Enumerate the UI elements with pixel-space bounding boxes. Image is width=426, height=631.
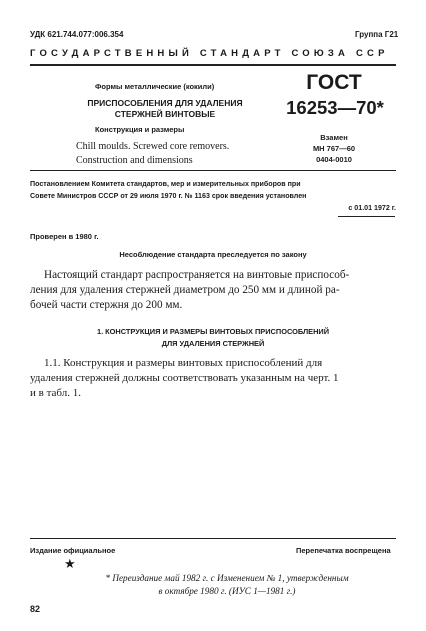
official-edition: Издание официальное xyxy=(30,546,116,555)
gost-label: ГОСТ xyxy=(306,71,362,94)
decree-text xyxy=(30,178,398,214)
star-mark: ★ xyxy=(64,556,76,571)
intro-line-3: бочей части стержня до 200 мм. xyxy=(30,299,183,311)
clause-line-3: и в табл. 1. xyxy=(30,387,81,399)
reprint-prohibited: Перепечатка воспрещена xyxy=(296,546,391,555)
law-note: Несоблюдение стандарта преследуется по закону xyxy=(119,250,307,259)
intro-line-2: ления для удаления стержней диаметром до 250 мм и длиной ра- xyxy=(30,284,340,296)
section-heading-line-1: 1. КОНСТРУКЦИЯ И РАЗМЕРЫ ВИНТОВЫХ ПРИСПОСОБЛЕНИЙ xyxy=(96,327,330,336)
decree-line-1: Постановлением Комитета стандартов, мер и измерительных приборов при xyxy=(30,180,301,188)
reissue-note-line-1: * Переиздание май 1982 г. с Изменением № 1, утвержденным xyxy=(105,573,349,583)
reissue-note xyxy=(62,572,392,598)
title-en xyxy=(76,140,229,168)
footer-rule xyxy=(30,538,396,539)
title-block-rule xyxy=(30,170,396,171)
gost-number: 16253—70* xyxy=(286,97,384,118)
replaces-doc-1: МН 767—60 xyxy=(312,144,356,153)
checked-note: Проверен в 1980 г. xyxy=(30,232,99,241)
page-number: 82 xyxy=(30,604,41,614)
intro-paragraph xyxy=(30,268,398,313)
banner-rule xyxy=(30,64,396,66)
date-underline xyxy=(338,216,395,217)
title-ru-line-1: ПРИСПОСОБЛЕНИЯ ДЛЯ УДАЛЕНИЯ xyxy=(87,98,243,108)
clause-1-1 xyxy=(30,356,398,401)
intro-line-1: Настоящий стандарт распространяется на винтовые приспособ- xyxy=(44,269,350,281)
title-ru xyxy=(50,98,280,120)
replaces-label: Взамен xyxy=(320,133,348,142)
section-heading xyxy=(0,326,426,350)
replaces-doc-2: 0404-0010 xyxy=(316,155,352,164)
decree-line-2: Совете Министров СССР от 29 июля 1970 г. № 1163 срок введения установлен xyxy=(30,192,307,200)
decree-line-3: с 01.01 1972 г. xyxy=(348,204,396,212)
udk-code: УДК 621.744.077:006.354 xyxy=(30,30,124,39)
title-en-line-1: Chill moulds. Screwed core removers. xyxy=(76,141,230,152)
group-code: Группа Г21 xyxy=(355,30,399,39)
state-standard-banner: ГОСУДАРСТВЕННЫЙ СТАНДАРТ СОЮЗА ССР xyxy=(30,48,389,59)
reissue-note-line-2: в октябре 1980 г. (ИУС 1—1981 г.) xyxy=(158,586,296,596)
title-ru-line-2: СТЕРЖНЕЙ ВИНТОВЫЕ xyxy=(114,109,216,119)
subtitle-ru: Конструкция и размеры xyxy=(95,125,185,134)
category-ru: Формы металлические (кокили) xyxy=(95,82,215,91)
clause-line-2: удаления стержней должны соответствовать указанным на черт. 1 xyxy=(30,372,339,384)
clause-line-1: 1.1. Конструкция и размеры винтовых приспособлений для xyxy=(44,357,323,369)
replaces-block xyxy=(288,132,380,165)
title-en-line-2: Construction and dimensions xyxy=(76,155,193,166)
section-heading-line-2: ДЛЯ УДАЛЕНИЯ СТЕРЖНЕЙ xyxy=(161,339,265,348)
